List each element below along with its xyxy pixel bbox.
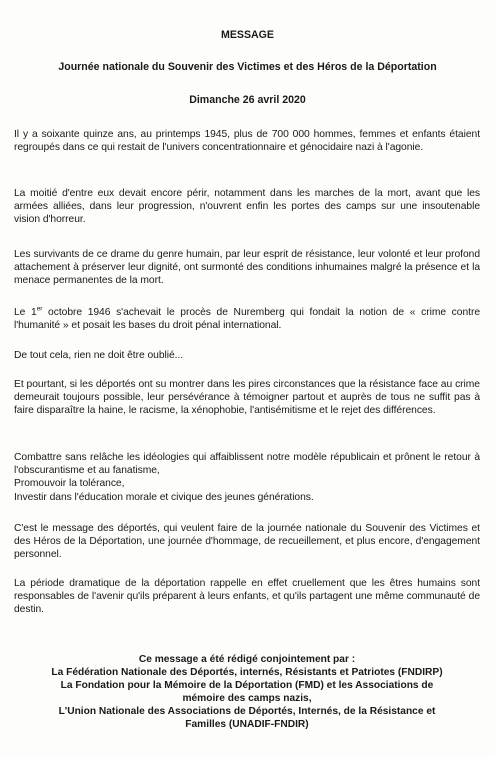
paragraph-3 — [14, 248, 480, 288]
paragraph-4-prefix: Le 1 — [14, 307, 37, 318]
paragraph-text: De tout cela, rien ne doit être oublié... — [14, 350, 184, 361]
paragraph-text: Les survivants de ce drame du genre humain, par leur esprit de résistance, leur volonté et leur profond attachement à préserver leur dignité, ont surmonté des conditions inhumaines malgré la présence et la menace permanentes de la mort. — [14, 249, 480, 287]
paragraph-text: La moitié d'entre eux devait encore périr, notamment dans les marches de la mort, avant que les armées alliées, dans leur progression, n'ouvrent enfin les portes des camps sur une insoutenable vision d'horreur. — [14, 188, 480, 226]
document-title: MESSAGE — [221, 29, 274, 41]
document-subtitle: Journée nationale du Souvenir des Victimes et des Héros de la Déportation — [58, 61, 437, 73]
paragraph-line: Combattre sans relâche les idéologies qui affaiblissent notre modèle républicain et prônent le retour à l'obscurantisme et au fanatisme, — [14, 452, 480, 477]
paragraph-5 — [14, 349, 480, 362]
signatories-intro: Ce message a été rédigé conjointement par : — [138, 654, 356, 665]
paragraph-9 — [14, 577, 480, 617]
paragraph-line: Investir dans l'éducation morale et civique des jeunes générations. — [14, 491, 314, 503]
paragraph-6 — [14, 378, 480, 418]
paragraph-text: La période dramatique de la déportation rappelle en effet cruellement que les êtres humains sont responsables de l'avenir qu'ils préparent à leurs enfants, et qu'ils partagent une même communauté de destin. — [14, 578, 480, 616]
signatory-fndirp: La Fédération Nationale des Déportés, internés, Résistants et Patriotes (FNDIRP) — [51, 667, 443, 678]
paragraph-4 — [14, 306, 480, 332]
paragraph-8 — [14, 522, 480, 562]
signatory-fmd-line-1: La Fondation pour la Mémoire de la Déportation (FMD) et les Associations de — [60, 680, 434, 691]
paragraph-text: Il y a soixante quinze ans, au printemps 1945, plus de 700 000 hommes, femmes et enfants étaient regroupés dans ce qui restait de l'univers concentrationnaire et génocidaire nazi à l'agonie. — [14, 129, 480, 154]
paragraph-7 — [14, 451, 480, 504]
paragraph-4-rest: octobre 1946 s'achevait le procès de Nuremberg qui fondait la notion de « crime contre l'humanité » et posait les bases du droit pénal international. — [14, 307, 481, 332]
ordinal-superscript: er — [36, 305, 43, 313]
paragraph-1 — [14, 128, 480, 154]
signatories-block — [8, 653, 486, 731]
signatory-unadif-line-1: L'Union Nationale des Associations de Déportés, Internés, de la Résistance et — [58, 706, 436, 717]
paragraph-text — [14, 306, 480, 332]
paragraph-line: Promouvoir la tolérance, — [14, 478, 125, 490]
document-date: Dimanche 26 avril 2020 — [189, 94, 306, 106]
paragraph-2 — [14, 187, 480, 227]
signatory-fmd-line-2: mémoire des camps nazis, — [182, 693, 312, 704]
paragraph-text: C'est le message des déportés, qui veulent faire de la journée nationale du Souvenir des Victimes et des Héros de la Déportation, une journée d'hommage, de recueillement, et plus encore, d'engagement personnel. — [14, 523, 480, 561]
signatory-unadif-line-2: Familles (UNADIF-FNDIR) — [185, 719, 309, 730]
paragraph-text: Et pourtant, si les déportés ont su montrer dans les pires circonstances que la résistance face au crime demeurait toujours possible, leur persévérance à témoigner partout et auprès de tous ne suffit pas à faire disparaître la haine, le racisme, la xénophobie, l'antisémitisme et le rejet des différences. — [14, 379, 480, 417]
